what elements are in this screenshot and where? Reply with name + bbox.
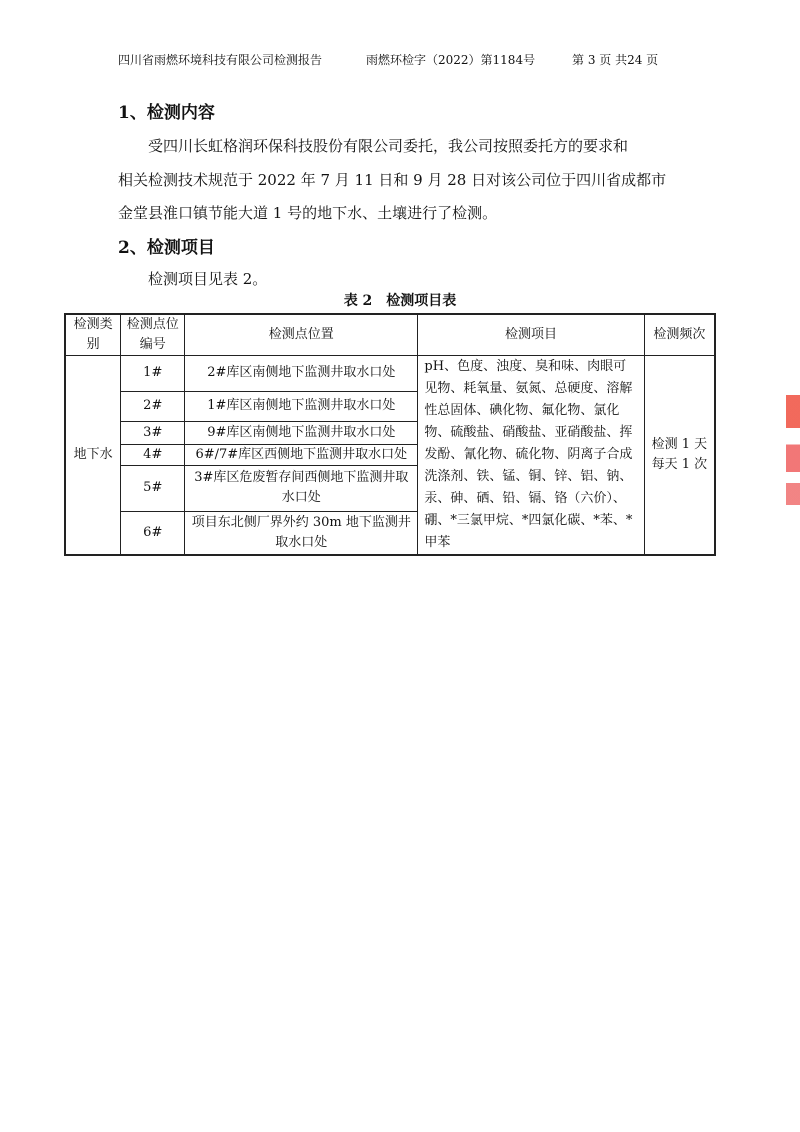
point-no-cell: 4# — [121, 444, 185, 465]
location-cell: 9#库区南侧地下监测井取水口处 — [185, 422, 418, 444]
point-no-cell: 6# — [121, 511, 185, 555]
location-cell: 1#库区南侧地下监测井取水口处 — [185, 391, 418, 422]
category-cell: 地下水 — [65, 356, 121, 556]
paragraph-line: 金堂县淮口镇节能大道 1 号的地下水、土壤进行了检测。 — [118, 204, 498, 222]
location-cell: 项目东北侧厂界外约 30m 地下监测井取水口处 — [185, 511, 418, 555]
paragraph-line: 受四川长虹格润环保科技股份有限公司委托，我公司按照委托方的要求和 — [148, 137, 629, 155]
header-page-number: 第 3 页 共24 页 — [572, 53, 659, 67]
header-frequency: 检测频次 — [644, 314, 715, 356]
header-company: 四川省雨燃环境科技有限公司检测报告 — [118, 53, 323, 67]
items-cell: pH、色度、浊度、臭和味、肉眼可见物、耗氧量、氨氮、总硬度、溶解性总固体、碘化物、氟化物、氯化物、硫酸盐、硝酸盐、亚硝酸盐、挥发酚、氰化物、硫化物、阴离子合成洗涤剂、铁、锰、铜、锌、铝、钠、汞、砷、硒、铅、镉、铬（六价）、硼、*三氯甲烷、*四氯化碳、*苯、*甲苯 — [418, 356, 644, 556]
header-category: 检测类别 — [65, 314, 121, 356]
section2-intro: 检测项目见表 2。 — [148, 270, 268, 288]
location-cell: 3#库区危废暂存间西侧地下监测井取水口处 — [185, 465, 418, 511]
point-no-cell: 5# — [121, 465, 185, 511]
table-header-row — [65, 314, 715, 356]
location-cell: 6#/7#库区西侧地下监测井取水口处 — [185, 444, 418, 465]
detection-items-table — [64, 313, 716, 556]
paragraph-line: 相关检测技术规范于 2022 年 7 月 11 日和 9 月 28 日对该公司位于四川省成都市 — [118, 171, 667, 189]
point-no-cell: 2# — [121, 391, 185, 422]
frequency-cell: 检测 1 天每天 1 次 — [644, 356, 715, 556]
table-row — [65, 356, 715, 392]
section1-title: 1、检测内容 — [118, 103, 215, 123]
location-cell: 2#库区南侧地下监测井取水口处 — [185, 356, 418, 392]
table-caption: 表 2 检测项目表 — [343, 293, 457, 309]
point-no-cell: 3# — [121, 422, 185, 444]
section2-title: 2、检测项目 — [118, 238, 215, 258]
header-report-number: 雨燃环检字（2022）第1184号 — [366, 53, 536, 67]
seal-edge-mark — [786, 395, 800, 505]
header-items: 检测项目 — [418, 314, 644, 356]
header-location: 检测点位置 — [185, 314, 418, 356]
header-point-no: 检测点位编号 — [121, 314, 185, 356]
point-no-cell: 1# — [121, 356, 185, 392]
